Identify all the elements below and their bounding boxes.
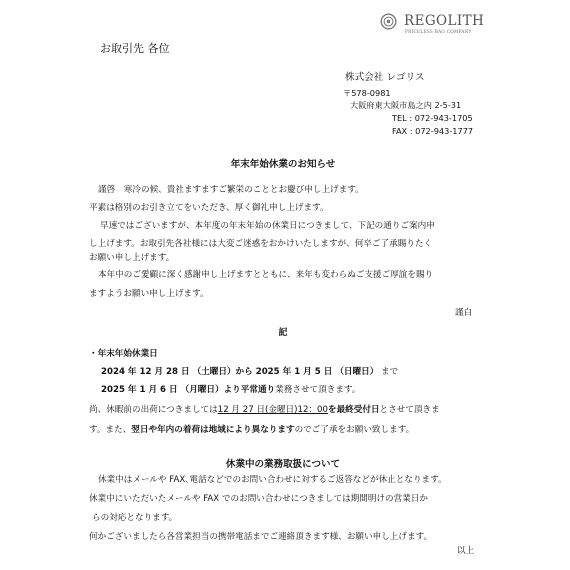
body-line-3: 早速ではございますが、本年度の年末年始の休業日につきまして、下記の通りご案内申 <box>100 221 435 231</box>
end-mark: 以上 <box>457 546 475 556</box>
closing-word: 謹白 <box>455 308 473 318</box>
shipping-note-prefix: 尚、休暇前の出荷につきましては <box>89 405 218 415</box>
resume-date <box>101 384 360 396</box>
holiday-range <box>101 366 398 378</box>
business-line-4: 何かございましたら各営業担当の携帯電話までご連絡頂きます様、お願い申し上げます。 <box>89 532 433 542</box>
postal-code: 〒578-0981 <box>343 88 391 98</box>
brand-tagline: PRICELESS BAG COMPANY <box>405 29 472 34</box>
business-line-1: 休業中はメールや FAX､電話などでのお問い合わせに対するご返答などが休止となります。 <box>98 475 447 485</box>
greeting-line: 謹啓 寒冷の候、貴社ますますご繁栄のこととお慶び申し上げます。 <box>98 185 364 195</box>
business-line-3: らの対応となります。 <box>92 513 178 523</box>
holiday-heading: ・年末年始休業日 <box>89 349 158 359</box>
shipping-note <box>89 404 440 416</box>
body-line-6: 本年中のご愛顧に深く感謝申し上げますとともに、来年も変わらぬご支援ご厚誼を賜り <box>98 270 434 280</box>
business-title: 休業中の業務取扱について <box>225 459 341 470</box>
notice-title: 年末年始休業のお知らせ <box>230 159 336 170</box>
brand-name: REGOLITH <box>404 13 485 29</box>
business-line-2: 休業中にいただいたメールや FAX でのお問い合わせにつきましては期間明けの営業日か <box>89 494 429 504</box>
company-name: 株式会社 レゴリス <box>345 72 425 83</box>
resume-date-text: 2025 年 1 月 6 日 （月曜日）より平常通り <box>101 385 276 395</box>
shipping-note-suffix: とさせて頂きま <box>379 405 440 415</box>
shipping-note-2-bold: 翌日や年内の着荷は地域により異なります <box>131 425 295 435</box>
recipient: お取引先 各位 <box>100 42 170 55</box>
body-line-2: 平素は格別のお引き立てをいただき、厚く御礼申し上げます。 <box>89 203 329 213</box>
body-line-4: し上げます。お取引先各社様には大変ご迷惑をおかけいたしますが、何卒ご了承賜りたく <box>89 239 433 249</box>
shipping-deadline-label: を最終受付日 <box>327 405 380 415</box>
holiday-range-dates: 2024 年 12 月 28 日 （土曜日）から 2025 年 1 月 5 日 （日曜日） <box>101 367 379 377</box>
shipping-note-2-suffix: のでご了承をお願い致します。 <box>294 425 415 435</box>
address: 大阪府東大阪市島之内 2-5-31 <box>350 100 462 110</box>
resume-date-suffix: 業務させて頂きます。 <box>275 385 361 395</box>
fax: FAX : 072-943-1777 <box>392 126 474 136</box>
shipping-note-2-prefix: す。また、 <box>89 425 132 435</box>
body-line-5: お願い申し上げます。 <box>89 253 175 263</box>
tel: TEL : 072-943-1705 <box>392 113 473 123</box>
shipping-deadline: 12 月 27 日(金曜日)12：00 <box>217 405 328 415</box>
shipping-note-2 <box>89 424 414 436</box>
regolith-logo-icon <box>380 13 397 30</box>
ki-heading: 記 <box>278 328 288 338</box>
body-line-7: ますようお願い申し上げます。 <box>89 289 209 299</box>
holiday-range-suffix: まで <box>381 367 399 377</box>
